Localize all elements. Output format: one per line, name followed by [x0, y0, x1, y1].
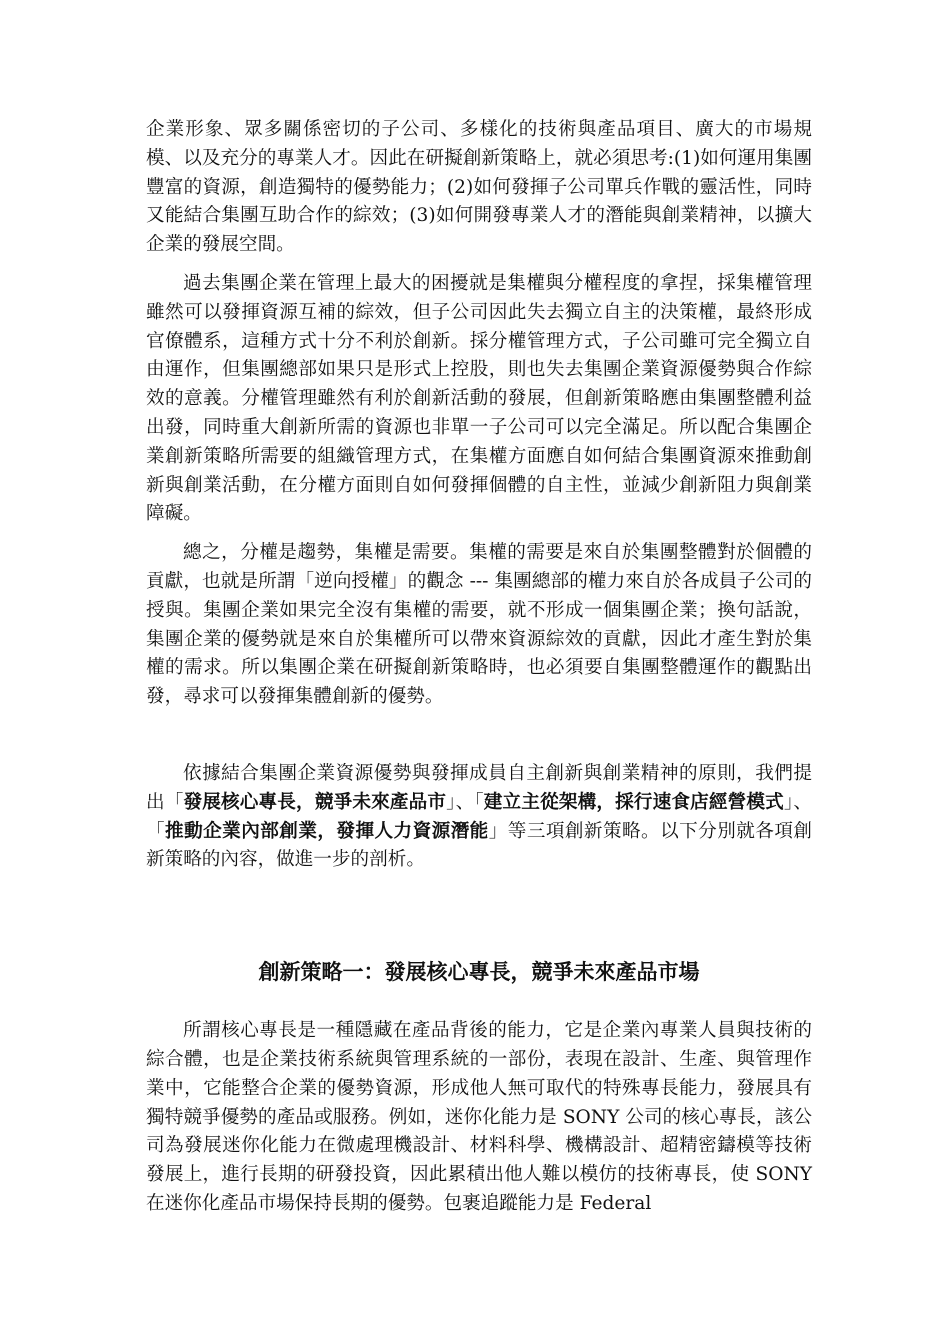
paragraph-4-text-2: 」、「: [446, 791, 484, 813]
document-page: [146, 116, 812, 1219]
strategy-3-bold: 推動企業內部創業，發揮人力資源潛能: [165, 820, 489, 842]
paragraph-4-text-3: 」、「: [146, 791, 812, 842]
strategy-1-bold: 發展核心專長，競爭未來產品市: [183, 791, 447, 813]
paragraph-3: 總之，分權是趨勢，集權是需要。集權的需要是來自於集團整體對於個體的貢獻，也就是所謂「逆向授權」的觀念 --- 集團總部的權力來自於各成員子公司的授與。集團企業如果完全沒有集權的需要，就不形成一個集團企業；換句話說，集團企業的優勢就是來自於集權所可以帶來資源綜效的貢獻，因此才產生對於集權的需求。所以集團企業在研擬創新策略時，也必須要自集團整體運作的觀點出發，尋求可以發揮集體創新的優勢。: [146, 542, 812, 708]
strategy-2-bold: 建立主從架構，採行速食店經營模式: [483, 791, 784, 813]
paragraph-4-text-4: 」等三項創新策略。以下分別就各項創新策略的內容，做進一步的剖析。: [146, 820, 812, 871]
paragraph-4: [146, 760, 812, 875]
paragraph-4-text-1: 依據結合集團企業資源優勢與發揮成員自主創新與創業精神的原則，我們提出「: [146, 762, 812, 813]
paragraph-5: 所謂核心專長是一種隱藏在產品背後的能力，它是企業內專業人員與技術的綜合體，也是企業技術系統與管理系統的一部份，表現在設計、生產、與管理作業中，它能整合企業的優勢資源，形成他人無可取代的特殊專長能力，發展具有獨特競爭優勢的產品或服務。例如，迷你化能力是 SONY 公司的核心專長，該公司為發展迷你化能力在微處理機設計、材料科學、機構設計、超精密鑄模等技術發展上，進行長期的研發投資，因此累積出他人難以模仿的技術專長，使 SONY 在迷你化產品市場保持長期的優勢。包裹追蹤能力是 Federal: [146, 1020, 812, 1214]
section-heading: 創新策略一：發展核心專長，競爭未來產品市場: [258, 959, 700, 985]
paragraph-2: 過去集團企業在管理上最大的困擾就是集權與分權程度的拿捏，採集權管理雖然可以發揮資源互補的綜效，但子公司因此失去獨立自主的決策權，最終形成官僚體系，這種方式十分不利於創新。採分權管理方式，子公司雖可完全獨立自由運作，但集團總部如果只是形式上控股，則也失去集團企業資源優勢與合作綜效的意義。分權管理雖然有利於創新活動的發展，但創新策略應由集團整體利益出發，同時重大創新所需的資源也非單一子公司可以完全滿足。所以配合集團企業創新策略所需要的組織管理方式，在集權方面應自如何結合集團資源來推動創新與創業活動，在分權方面則自如何發揮個體的自主性，並減少創新阻力與創業障礙。: [146, 272, 812, 525]
paragraph-1: 企業形象、眾多關係密切的子公司、多樣化的技術與產品項目、廣大的市場規模、以及充分的專業人才。因此在研擬創新策略上，就必須思考:(1)如何運用集團豐富的資源，創造獨特的優勢能力；(2)如何發揮子公司單兵作戰的靈活性，同時又能結合集團互助合作的綜效；(3)如何開發專業人才的潛能與創業精神，以擴大企業的發展空間。: [146, 119, 812, 256]
